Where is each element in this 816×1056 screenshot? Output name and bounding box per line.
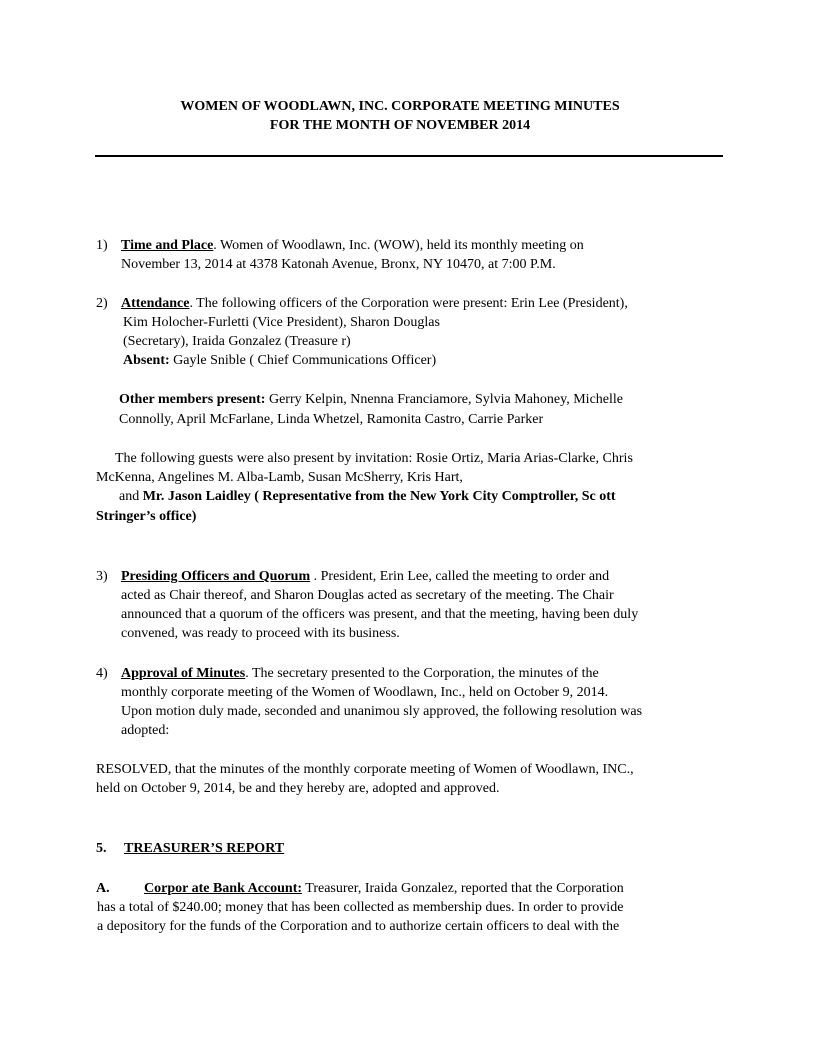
guests-text: and <box>119 489 143 504</box>
subsection-heading: Corpor ate Bank Account: <box>144 881 303 896</box>
item-number: 2) <box>96 296 108 311</box>
item-line <box>121 567 609 586</box>
other-members-line <box>119 390 623 409</box>
document-title-line-2: FOR THE MONTH OF NOVEMBER 2014 <box>269 118 531 133</box>
resolution-line: RESOLVED, that the minutes of the monthly corporate meeting of Women of Woodlawn, INC., <box>96 762 634 777</box>
item-number: 1) <box>96 238 108 253</box>
item-line: acted as Chair thereof, and Sharon Douglas acted as secretary of the meeting. The Chair <box>121 588 614 603</box>
item-heading: Presiding Officers and Quorum <box>121 569 311 584</box>
document-title-line-1: WOMEN OF WOODLAWN, INC. CORPORATE MEETING MINUTES <box>180 99 620 114</box>
section-heading: TREASURER’S REPORT <box>124 841 285 856</box>
guests-line: The following guests were also present by invitation: Rosie Ortiz, Maria Arias-Clarke, Chris <box>115 451 633 466</box>
item-heading: Time and Place <box>121 238 214 253</box>
other-members-label: Other members present: <box>119 392 266 407</box>
absent-label: Absent: <box>123 353 170 368</box>
item-line: Kim Holocher-Furletti (Vice President), Sharon Douglas <box>123 315 440 330</box>
subsection-line: a depository for the funds of the Corporation and to authorize certain officers to deal with the <box>97 919 620 934</box>
guests-line: Stringer’s office) <box>96 509 197 524</box>
item-line: monthly corporate meeting of the Women of Woodlawn, Inc., held on October 9, 2014. <box>121 685 609 700</box>
item-heading: Approval of Minutes <box>121 666 246 681</box>
resolution-line: held on October 9, 2014, be and they hereby are, adopted and approved. <box>96 781 500 796</box>
other-members-line: Connolly, April McFarlane, Linda Whetzel, Ramonita Castro, Carrie Parker <box>119 412 544 427</box>
absent-line <box>123 351 436 370</box>
subsection-line: has a total of $240.00; money that has been collected as membership dues. In order to provide <box>97 900 624 915</box>
section-number: 5. <box>96 841 107 856</box>
guests-bold-text: Mr. Jason Laidley ( Representative from the New York City Comptroller, Sc ott <box>142 489 616 504</box>
item-heading: Attendance <box>121 296 190 311</box>
item-text: . The following officers of the Corporation were present: Erin Lee (President), <box>189 296 628 311</box>
item-number: 3) <box>96 569 108 584</box>
item-line: adopted: <box>121 723 170 738</box>
absent-text: Gayle Snible ( Chief Communications Officer) <box>169 353 437 368</box>
item-line <box>121 236 584 255</box>
other-members-text: Gerry Kelpin, Nnenna Franciamore, Sylvia Mahoney, Michelle <box>265 392 623 407</box>
item-text: . Women of Woodlawn, Inc. (WOW), held its monthly meeting on <box>213 238 584 253</box>
item-line: November 13, 2014 at 4378 Katonah Avenue, Bronx, NY 10470, at 7:00 P.M. <box>121 257 556 272</box>
item-number: 4) <box>96 666 108 681</box>
item-line: convened, was ready to proceed with its business. <box>121 626 400 641</box>
title-divider <box>95 155 723 157</box>
guests-line <box>119 487 616 506</box>
item-text: . President, Erin Lee, called the meeting to order and <box>310 569 610 584</box>
item-line: announced that a quorum of the officers was present, and that the meeting, having been duly <box>121 607 639 622</box>
subsection-text: Treasurer, Iraida Gonzalez, reported that the Corporation <box>302 881 624 896</box>
subsection-letter: A. <box>96 881 110 896</box>
guests-line: McKenna, Angelines M. Alba-Lamb, Susan McSherry, Kris Hart, <box>96 470 463 485</box>
item-line: Upon motion duly made, seconded and unanimou sly approved, the following resolution was <box>121 704 643 719</box>
subsection-line <box>144 879 624 898</box>
item-text: . The secretary presented to the Corporation, the minutes of the <box>245 666 599 681</box>
item-line <box>121 664 599 683</box>
item-line: (Secretary), Iraida Gonzalez (Treasure r) <box>123 334 351 349</box>
item-line <box>121 294 628 313</box>
